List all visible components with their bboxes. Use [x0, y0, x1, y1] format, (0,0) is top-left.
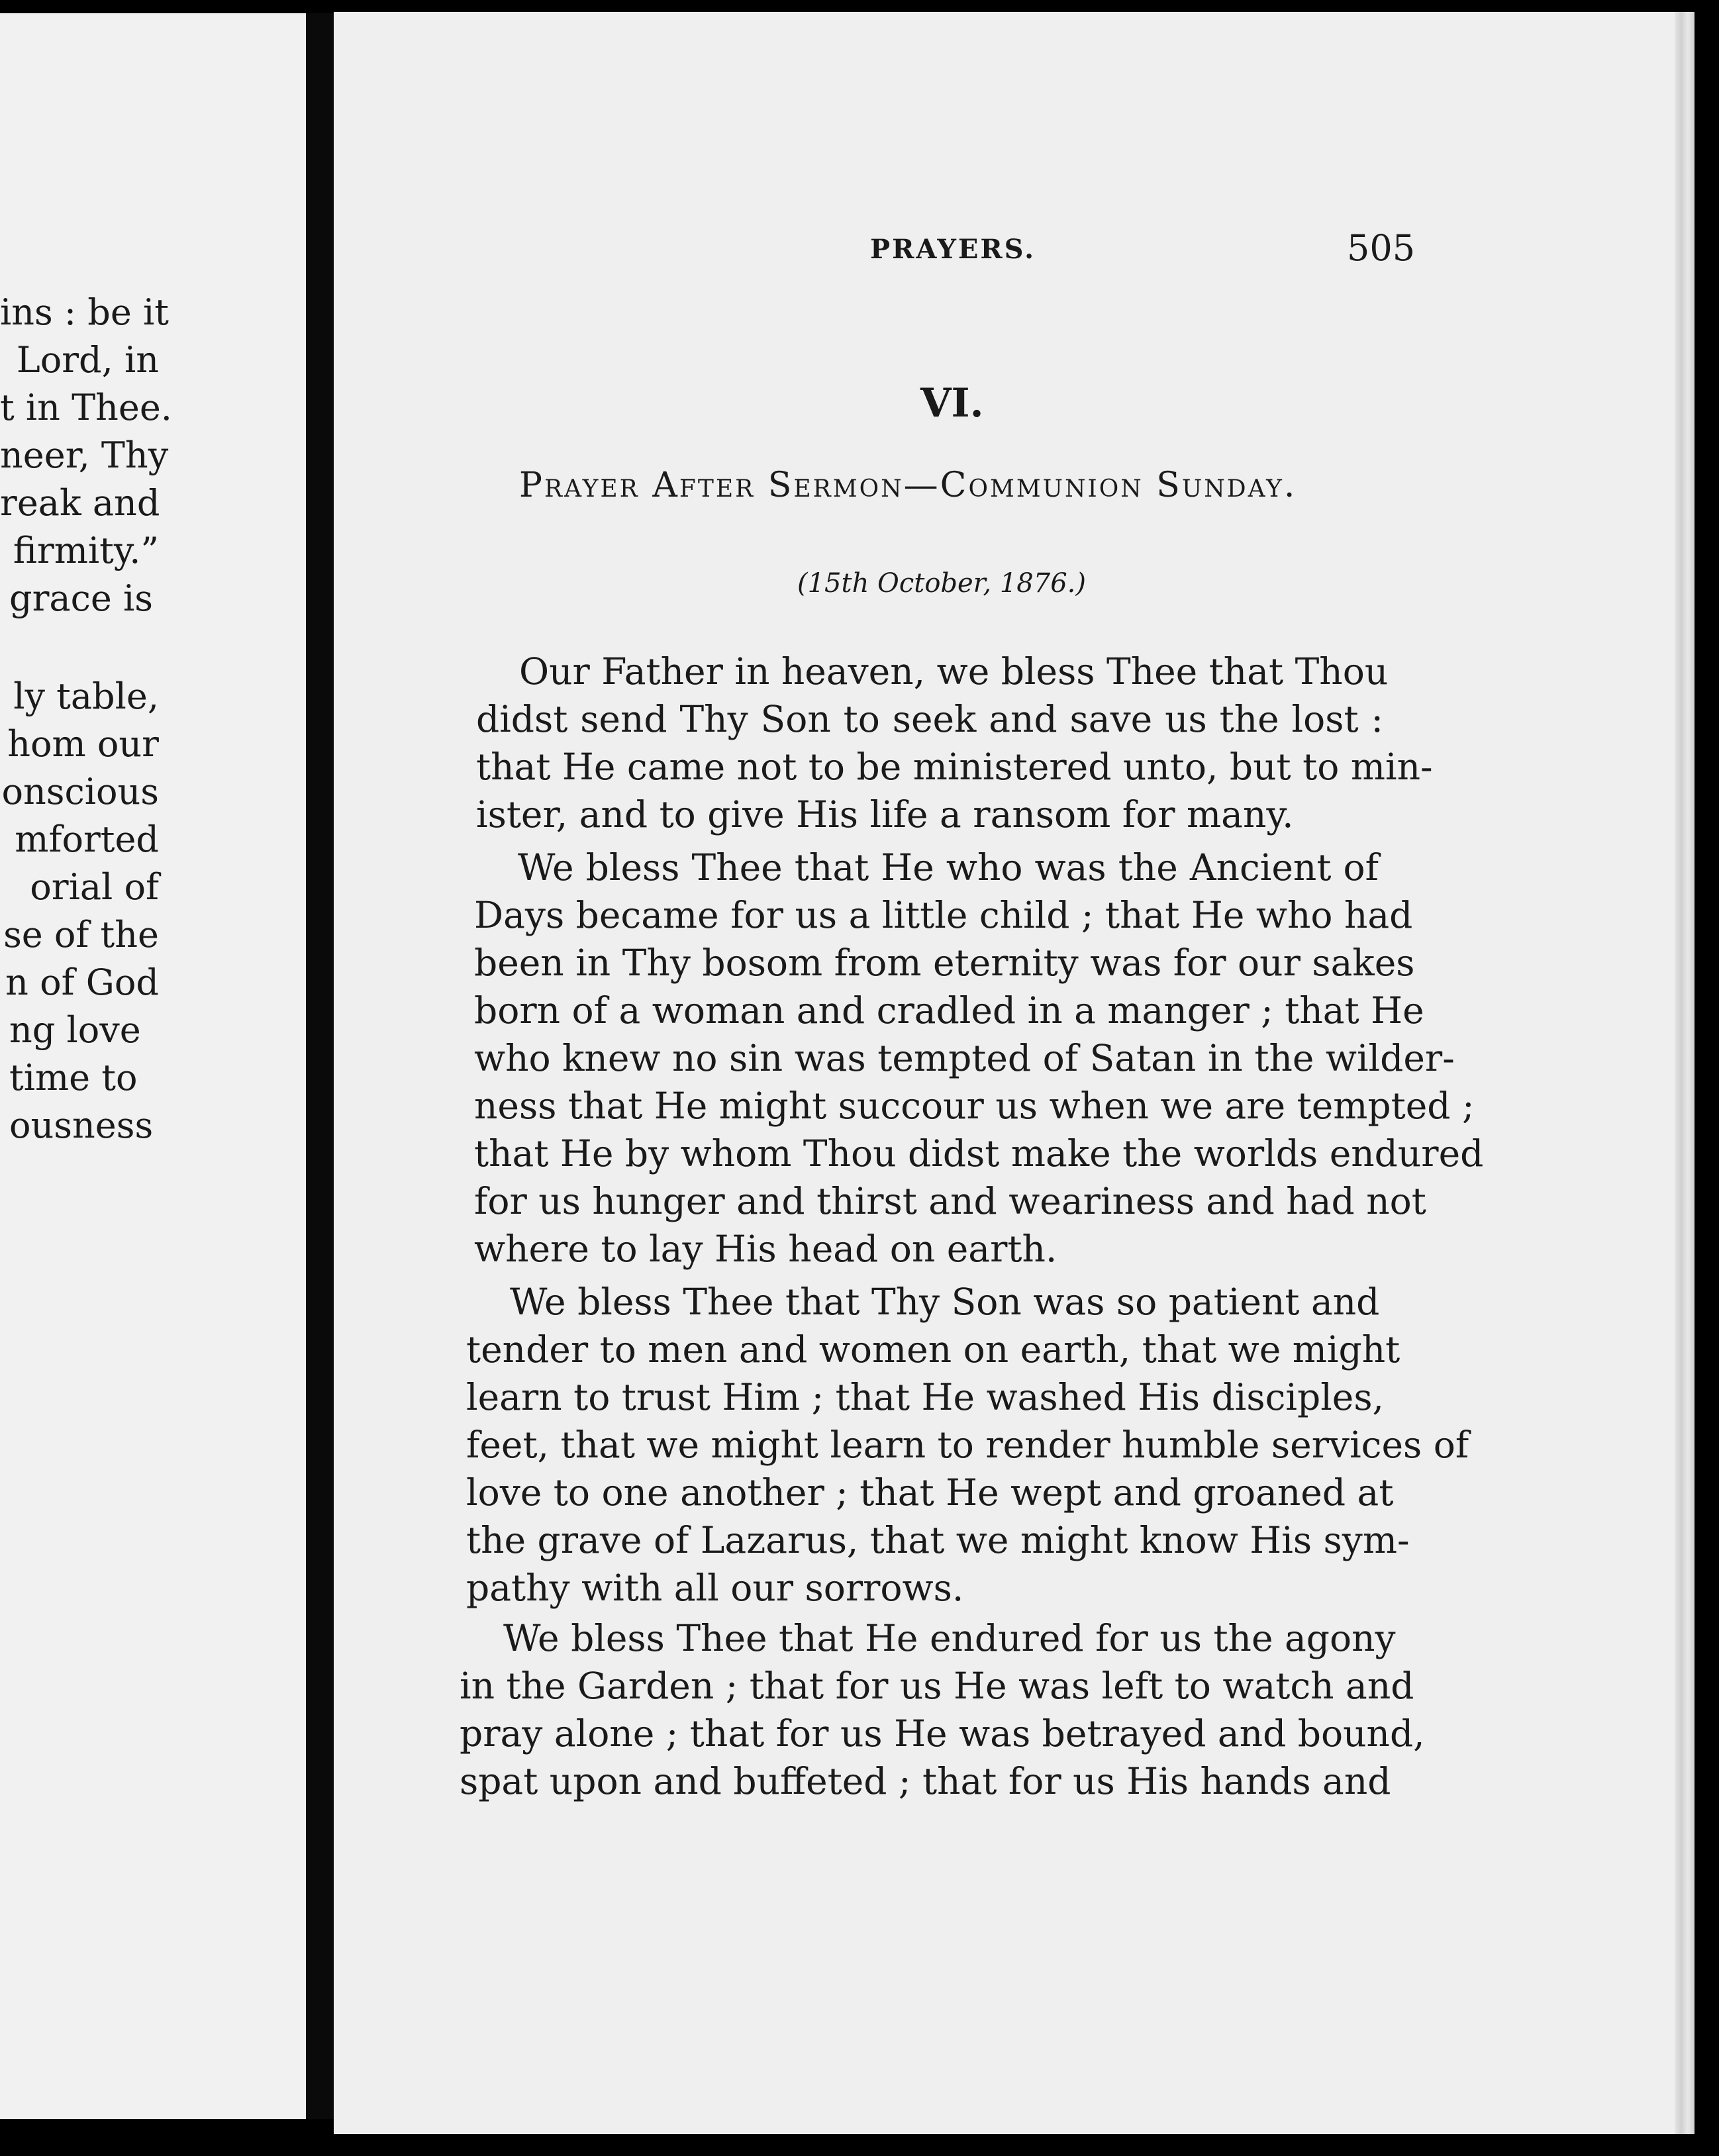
right-page [334, 12, 1694, 2134]
book-gutter [306, 13, 334, 2119]
body-line: tender to men and women on earth, that we might [466, 1328, 1400, 1371]
body-line: didst send Thy Son to seek and save us the lost : [476, 698, 1383, 740]
left-line: ng love [9, 1009, 141, 1051]
body-line: Days became for us a little child ; that He who had [474, 894, 1413, 936]
body-line: learn to trust Him ; that He washed His disciples, [466, 1376, 1385, 1418]
section-title: Prayer After Sermon—Communion Sunday. [519, 466, 1297, 505]
left-line: ly table, [13, 675, 159, 717]
body-line: We bless Thee that He endured for us the agony [503, 1617, 1396, 1659]
left-line: mforted [15, 818, 159, 860]
left-line: neer, Thy [0, 434, 169, 476]
section-numeral: VI. [920, 380, 984, 426]
left-line: firmity.” [13, 530, 159, 571]
left-line: Lord, in [16, 339, 159, 381]
body-line: who knew no sin was tempted of Satan in the wilder- [474, 1037, 1455, 1079]
body-line: that He by whom Thou didst make the worlds endured [474, 1132, 1484, 1175]
body-line: pray alone ; that for us He was betrayed and bound, [460, 1712, 1425, 1755]
body-line: born of a woman and cradled in a manger ; that He [474, 989, 1424, 1032]
body-line: ister, and to give His life a ransom for many. [476, 793, 1294, 836]
body-line: We bless Thee that He who was the Ancient of [518, 846, 1379, 889]
body-line: that He came not to be ministered unto, but to min- [476, 746, 1433, 788]
body-line: where to lay His head on earth. [474, 1228, 1057, 1270]
body-line: Our Father in heaven, we bless Thee that Thou [519, 650, 1389, 693]
page-edge [1675, 12, 1694, 2134]
left-line: ousness [9, 1104, 154, 1146]
left-line: se of the [3, 914, 159, 956]
body-line: love to one another ; that He wept and groaned at [466, 1471, 1394, 1514]
body-line: pathy with all our sorrows. [466, 1567, 964, 1609]
left-line: time to [9, 1057, 138, 1099]
left-line: onscious [1, 771, 159, 812]
left-line: reak and [0, 482, 160, 524]
left-line: hom our [7, 723, 159, 765]
left-line: ins : be it [0, 291, 169, 333]
body-line: feet, that we might learn to render humble services of [466, 1424, 1469, 1466]
body-line: We bless Thee that Thy Son was so patient and [510, 1281, 1380, 1323]
left-line: n of God [5, 961, 159, 1003]
prayer-date: (15th October, 1876.) [797, 568, 1086, 599]
body-line: for us hunger and thirst and weariness and had not [474, 1180, 1426, 1222]
left-line: orial of [30, 866, 159, 908]
left-line: grace is [9, 577, 153, 619]
page-number: 505 [1347, 227, 1416, 269]
body-line: ness that He might succour us when we are tempted ; [474, 1085, 1475, 1127]
left-line: t in Thee. [0, 387, 172, 428]
left-page [0, 13, 306, 2119]
running-head: PRAYERS. [870, 234, 1036, 265]
body-line: in the Garden ; that for us He was left to watch and [460, 1665, 1414, 1707]
body-line: the grave of Lazarus, that we might know His sym- [466, 1519, 1410, 1561]
body-line: been in Thy bosom from eternity was for our sakes [474, 942, 1415, 984]
body-line: spat upon and buffeted ; that for us His hands and [460, 1760, 1391, 1802]
